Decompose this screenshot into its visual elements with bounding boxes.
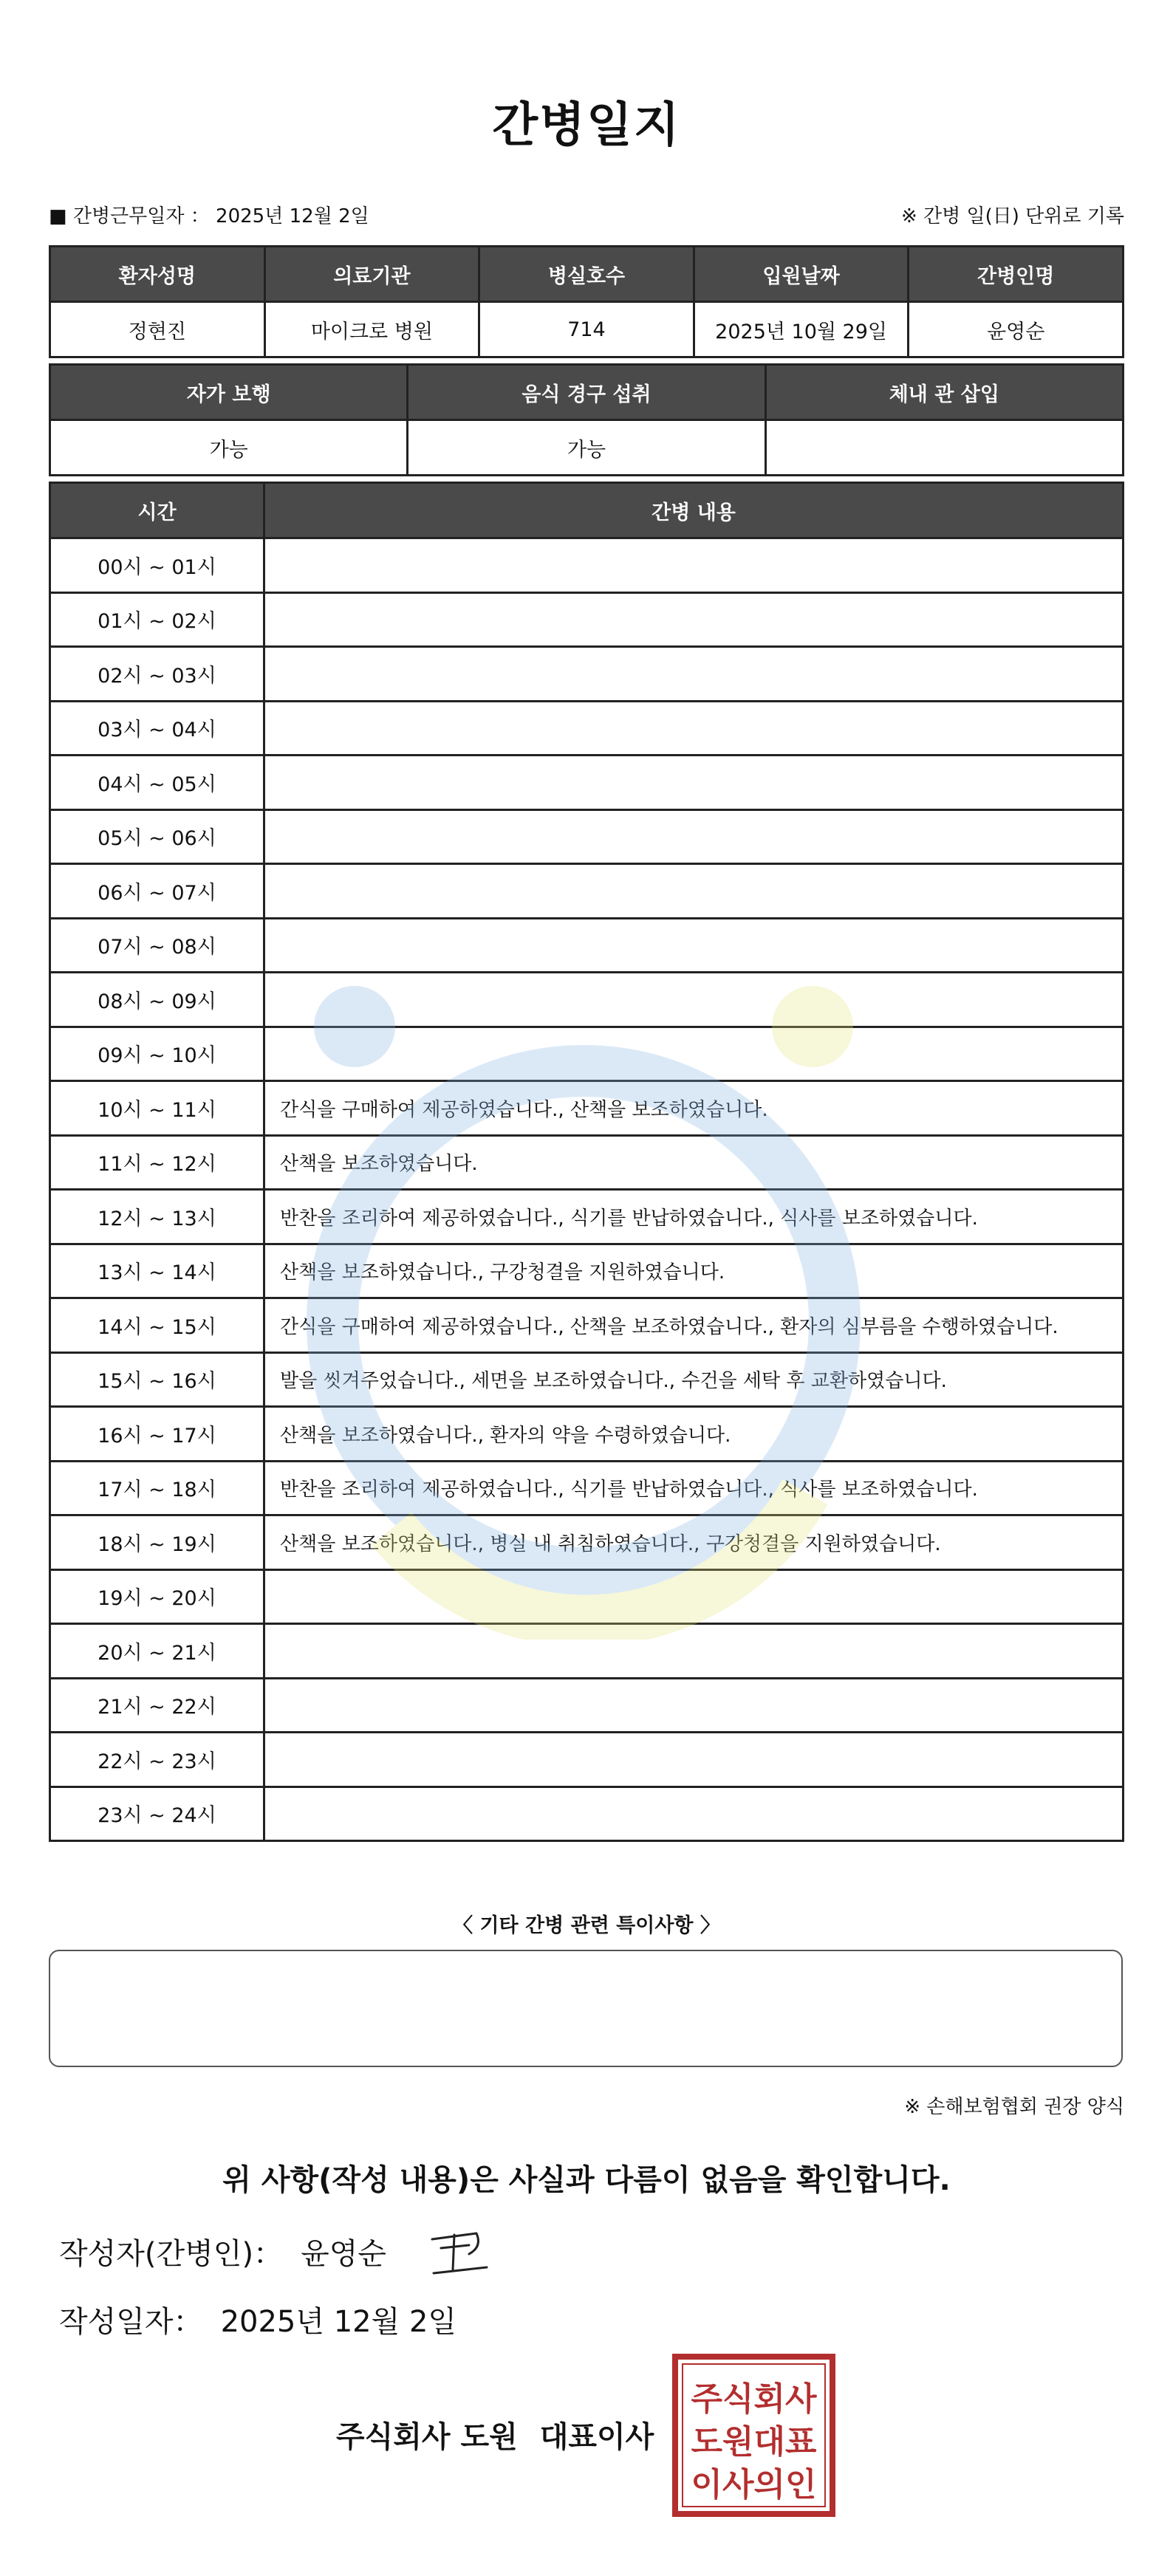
- table-header-row: [50, 483, 1124, 538]
- writer-name: 윤영순: [301, 2237, 386, 2271]
- table-row: [50, 302, 1124, 357]
- table-row: [50, 1461, 1124, 1515]
- patient-status-table: [49, 363, 1124, 476]
- table-header-row: [50, 365, 1124, 420]
- care-content: [264, 809, 1124, 864]
- time-slot: 15시 ~ 16시: [50, 1352, 264, 1407]
- care-log-body: [50, 538, 1124, 1841]
- seal-text-line: 도원대표: [691, 2423, 817, 2461]
- care-content: 간식을 구매하여 제공하였습니다., 산책을 보조하였습니다., 환자의 심부름을 수행하였습니다.: [264, 1298, 1124, 1353]
- care-log-table: [49, 482, 1124, 1842]
- care-date: ■ 간병근무일자 ： 2025년 12월 2일: [49, 205, 369, 227]
- table-row: [50, 1787, 1124, 1841]
- time-slot: 11시 ~ 12시: [50, 1135, 264, 1190]
- time-slot: 01시 ~ 02시: [50, 592, 264, 647]
- care-content: 산책을 보조하였습니다., 환자의 약을 수령하였습니다.: [264, 1407, 1124, 1462]
- company-line: [336, 2414, 654, 2456]
- table-row: [50, 1407, 1124, 1462]
- table-row: [50, 701, 1124, 756]
- care-content: [264, 1569, 1124, 1624]
- table-row: [50, 1569, 1124, 1624]
- table-row: [50, 918, 1124, 973]
- confirmation-statement: 위 사항(작성 내용)은 사실과 다름이 없음을 확인합니다.: [222, 2163, 951, 2197]
- table-row: [50, 1678, 1124, 1733]
- caregiver-name: 윤영순: [909, 302, 1124, 357]
- header-cell: 간병 내용: [264, 483, 1124, 538]
- care-content: [264, 1027, 1124, 1081]
- writer-line: [59, 2230, 386, 2272]
- header-cell: 음식 경구 섭취: [408, 365, 765, 420]
- care-content: 간식을 구매하여 제공하였습니다., 산책을 보조하였습니다.: [264, 1081, 1124, 1136]
- time-slot: 19시 ~ 20시: [50, 1569, 264, 1624]
- header-cell: 의료기관: [264, 247, 479, 302]
- company-name: 주식회사 도원: [336, 2420, 518, 2454]
- table-row: [50, 538, 1124, 593]
- table-row: [50, 809, 1124, 864]
- care-content: [264, 1787, 1124, 1841]
- table-row: [50, 647, 1124, 702]
- time-slot: 13시 ~ 14시: [50, 1244, 264, 1298]
- care-content: 발을 씻겨주었습니다., 세면을 보조하였습니다., 수건을 세탁 후 교환하였습니다.: [264, 1352, 1124, 1407]
- care-content: 반찬을 조리하여 제공하였습니다., 식기를 반납하였습니다., 식사를 보조하였습니다.: [264, 1190, 1124, 1244]
- time-slot: 06시 ~ 07시: [50, 864, 264, 919]
- care-content: [264, 538, 1124, 593]
- table-row: [50, 592, 1124, 647]
- header-cell: 시간: [50, 483, 264, 538]
- time-slot: 07시 ~ 08시: [50, 918, 264, 973]
- care-content: 산책을 보조하였습니다.: [264, 1135, 1124, 1190]
- care-content: 산책을 보조하였습니다., 구강청결을 지원하였습니다.: [264, 1244, 1124, 1298]
- care-content: [264, 701, 1124, 756]
- header-cell: 간병인명: [909, 247, 1124, 302]
- special-notes-title: 〈 기타 간병 관련 특이사항 〉: [453, 1914, 720, 1937]
- table-row: [50, 1244, 1124, 1298]
- time-slot: 09시 ~ 10시: [50, 1027, 264, 1081]
- tube-status: [765, 420, 1123, 476]
- header-cell: 체내 관 삽입: [765, 365, 1123, 420]
- table-row: [50, 1624, 1124, 1679]
- care-content: 반찬을 조리하여 제공하였습니다., 식기를 반납하였습니다., 식사를 보조하였습니다.: [264, 1461, 1124, 1515]
- written-date-value: 2025년 12월 2일: [220, 2305, 457, 2339]
- patient-info-table: [49, 245, 1124, 358]
- time-slot: 12시 ~ 13시: [50, 1190, 264, 1244]
- time-slot: 10시 ~ 11시: [50, 1081, 264, 1136]
- table-row: [50, 1027, 1124, 1081]
- table-header-row: [50, 247, 1124, 302]
- special-notes-box: [49, 1950, 1123, 2067]
- care-content: [264, 1678, 1124, 1733]
- table-row: [50, 864, 1124, 919]
- time-slot: 00시 ~ 01시: [50, 538, 264, 593]
- care-content: [264, 918, 1124, 973]
- care-content: [264, 864, 1124, 919]
- record-note: ※ 간병 일(日) 단위로 기록: [900, 205, 1124, 227]
- seal-text-line: 이사의인: [691, 2466, 817, 2504]
- header-cell: 입원날짜: [694, 247, 909, 302]
- time-slot: 20시 ~ 21시: [50, 1624, 264, 1679]
- table-row: [50, 973, 1124, 1027]
- room-number: 714: [479, 302, 694, 357]
- table-row: [50, 1733, 1124, 1787]
- admission-date: 2025년 10월 29일: [694, 302, 909, 357]
- care-content: [264, 1733, 1124, 1787]
- table-row: [50, 756, 1124, 810]
- time-slot: 18시 ~ 19시: [50, 1515, 264, 1570]
- time-slot: 08시 ~ 09시: [50, 973, 264, 1027]
- representative-title: 대표이사: [539, 2420, 654, 2454]
- table-row: [50, 420, 1124, 476]
- patient-name: 정현진: [50, 302, 265, 357]
- table-row: [50, 1190, 1124, 1244]
- table-row: [50, 1298, 1124, 1353]
- table-row: [50, 1352, 1124, 1407]
- writer-label: 작성자(간병인)：: [59, 2237, 284, 2271]
- oral-intake-status: 가능: [408, 420, 765, 476]
- walking-status: 가능: [50, 420, 408, 476]
- header-cell: 자가 보행: [50, 365, 408, 420]
- table-row: [50, 1135, 1124, 1190]
- company-seal-stamp: [671, 2352, 837, 2518]
- written-date-line: [59, 2298, 456, 2340]
- time-slot: 21시 ~ 22시: [50, 1678, 264, 1733]
- time-slot: 14시 ~ 15시: [50, 1298, 264, 1353]
- table-row: [50, 1081, 1124, 1136]
- time-slot: 02시 ~ 03시: [50, 647, 264, 702]
- form-source-note: ※ 손해보험협회 권장 양식: [904, 2096, 1124, 2118]
- seal-text-line: 주식회사: [691, 2380, 817, 2418]
- time-slot: 22시 ~ 23시: [50, 1733, 264, 1787]
- care-content: [264, 973, 1124, 1027]
- header-cell: 병실호수: [479, 247, 694, 302]
- document-title: 간병일지: [492, 98, 681, 153]
- written-date-label: 작성일자：: [59, 2305, 203, 2339]
- care-content: [264, 1624, 1124, 1679]
- time-slot: 17시 ~ 18시: [50, 1461, 264, 1515]
- time-slot: 16시 ~ 17시: [50, 1407, 264, 1462]
- time-slot: 23시 ~ 24시: [50, 1787, 264, 1841]
- care-content: [264, 756, 1124, 810]
- care-content: [264, 647, 1124, 702]
- time-slot: 04시 ~ 05시: [50, 756, 264, 810]
- table-row: [50, 1515, 1124, 1570]
- header-cell: 환자성명: [50, 247, 265, 302]
- time-slot: 03시 ~ 04시: [50, 701, 264, 756]
- time-slot: 05시 ~ 06시: [50, 809, 264, 864]
- handwritten-signature: [425, 2224, 495, 2284]
- care-content: 산책을 보조하였습니다., 병실 내 취침하였습니다., 구강청결을 지원하였습니다.: [264, 1515, 1124, 1570]
- meta-row: [49, 201, 1124, 230]
- care-content: [264, 592, 1124, 647]
- hospital: 마이크로 병원: [264, 302, 479, 357]
